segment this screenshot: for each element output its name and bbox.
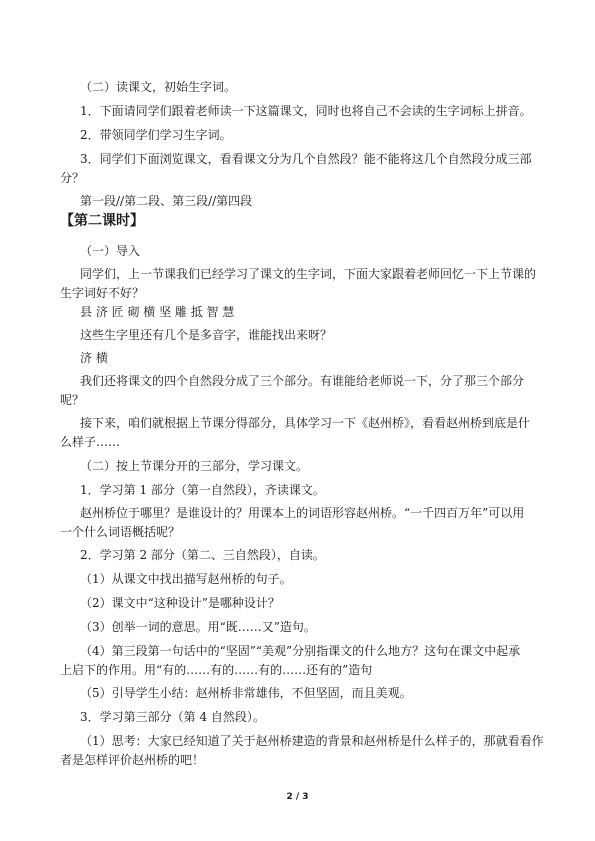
paragraph-line: 接下来，咱们就根据上节课分得部分，具体学习一下《赵州桥》，看看赵州桥到底是什	[80, 416, 531, 430]
paragraph-line: 2．学习第 2 部分（第二、三自然段），自读。	[80, 548, 325, 562]
paragraph-line: 这些生字里还有几个是多音字，谁能找出来呀？	[80, 328, 333, 342]
paragraph-line: 上启下的作用。用“有的……有的……有的……还有的”造句	[60, 663, 373, 677]
paragraph-line: 1．学习第 1 部分（第一自然段），齐读课文。	[80, 483, 325, 497]
paragraph-line: 呢？	[60, 393, 85, 407]
paragraph-line: （2）课文中“这种设计”是哪种设计？	[80, 596, 280, 610]
paragraph-line: 一个什么词语概括呢？	[60, 525, 181, 539]
paragraph-line: （1）思考：大家已经知道了关于赵州桥建造的背景和赵州桥是什么样子的，那就看看作	[80, 734, 544, 748]
paragraph-line: 分？	[60, 171, 85, 185]
polyphonic-chars: 济 横	[80, 351, 108, 365]
vocabulary-list: 县 济 匠 砌 横 坚 雕 抵 智 慧	[80, 305, 235, 319]
section-heading-study-text: （二）按上节课分开的三部分，学习课文。	[80, 459, 309, 473]
paragraph-line: 1．下面请同学们跟着老师读一下这篇课文，同时也将自己不会读的生字词标上拼音。	[80, 104, 532, 118]
paragraph-line: （4）第三段第一句话中的“坚固”“美观”分别指课文的什么地方？这句在课文中起承	[80, 644, 521, 658]
paragraph-line: 3．同学们下面浏览课文，看看课文分为几个自然段？能不能将这几个自然段分成三部	[80, 152, 532, 166]
paragraph-line: 赵州桥位于哪里？是谁设计的？用课本上的词语形容赵州桥。“一千四百万年”可以用	[80, 506, 525, 520]
paragraph-line: 3．学习第三部分（第 4 自然段）。	[80, 710, 265, 724]
paragraph-line: 2．带领同学们学习生字词。	[80, 128, 232, 142]
paragraph-line: （3）创举一词的意思。用“既……又”造句。	[80, 620, 316, 634]
paragraph-line: （5）引导学生小结：赵州桥非常雄伟，不但坚固，而且美观。	[80, 686, 412, 700]
paragraph-line: 者是怎样评价赵州桥的吧！	[60, 753, 205, 767]
page-number: 2 / 3	[286, 792, 309, 802]
section-heading-intro: （一）导入	[80, 244, 141, 258]
section-heading-read-text: （二）读课文，初始生字词。	[80, 80, 237, 94]
paragraph-line: 生字词好不好？	[60, 286, 145, 300]
paragraph-line: （1）从课文中找出描写赵州桥的句子。	[80, 572, 292, 586]
paragraph-line: 第一段//第二段、第三段//第四段	[80, 194, 253, 208]
lesson-heading-second-period: 【第二课时】	[60, 213, 144, 229]
paragraph-line: 么样子……	[60, 435, 121, 449]
paragraph-line: 我们还将课文的四个自然段分成了三个部分。有谁能给老师说一下，分了那三个部分	[80, 374, 525, 388]
paragraph-line: 同学们，上一节课我们已经学习了课文的生字词，下面大家跟着老师回忆一下上节课的	[80, 267, 537, 281]
